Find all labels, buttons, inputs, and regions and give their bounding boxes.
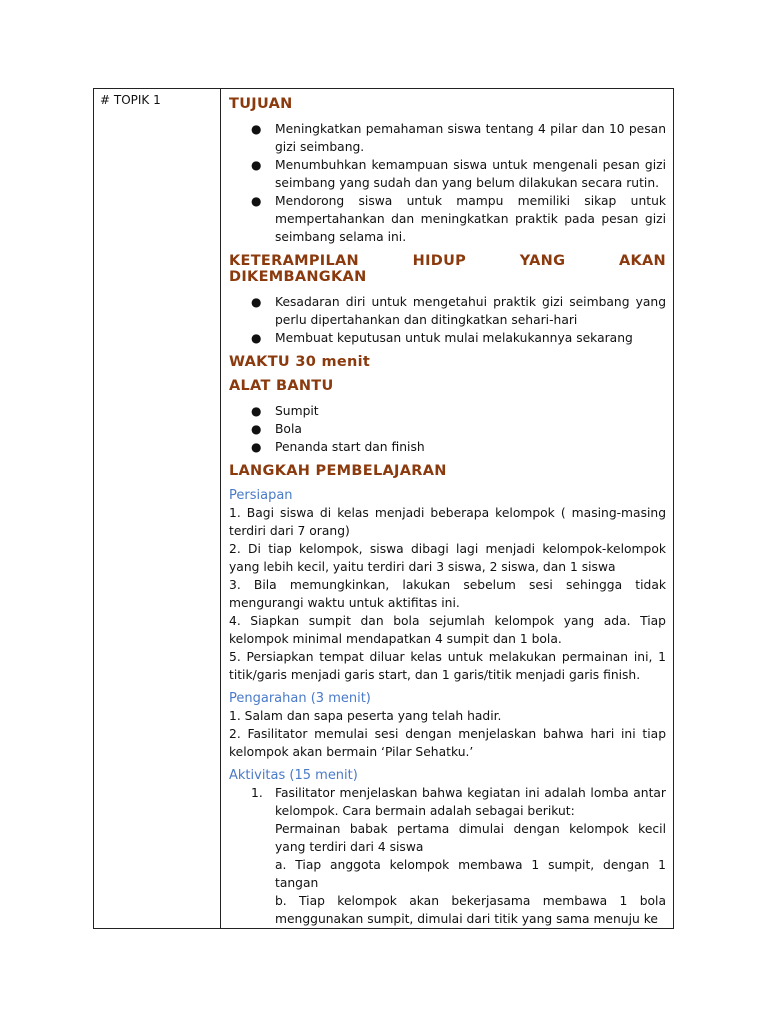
list-item: ● Kesadaran diri untuk mengetahui praktik gizi seimbang yang perlu dipertahankan dan ditingkatkan sehari-hari: [251, 295, 666, 327]
persiapan-step: 1. Bagi siswa di kelas menjadi beberapa kelompok ( masing-masing terdiri dari 7 orang): [229, 506, 666, 538]
bullet-icon: ●: [251, 440, 262, 454]
bullet-icon: ●: [251, 122, 262, 136]
list-item: ● Meningkatkan pemahaman siswa tentang 4 pilar dan 10 pesan gizi seimbang.: [251, 122, 666, 154]
lesson-table: [93, 88, 674, 929]
persiapan-step: 2. Di tiap kelompok, siswa dibagi lagi menjadi kelompok-kelompok yang lebih kecil, yaitu terdiri dari 3 siswa, 2 siswa, dan 1 siswa: [229, 542, 666, 574]
aktivitas-paragraph: a. Tiap anggota kelompok membawa 1 sumpit, dengan 1 tangan: [275, 858, 666, 890]
alat-bantu-list: [229, 402, 666, 456]
langkah-heading: LANGKAH PEMBELAJARAN: [229, 463, 447, 479]
pengarahan-step: 2. Fasilitator memulai sesi dengan menjelaskan bahwa hari ini tiap kelompok akan bermain ‘Pilar Sehatku.’: [229, 727, 666, 759]
aktivitas-heading: Aktivitas (15 menit): [229, 768, 358, 783]
topic-column: [94, 89, 221, 928]
item-number: 1.: [251, 786, 263, 800]
bullet-icon: ●: [251, 158, 262, 172]
list-item: [229, 784, 666, 820]
list-item: ● Menumbuhkan kemampuan siswa untuk mengenali pesan gizi seimbang yang sudah dan yang belum dilakukan secara rutin.: [251, 158, 666, 190]
persiapan-step: 4. Siapkan sumpit dan bola sejumlah kelompok yang ada. Tiap kelompok minimal mendapatkan 4 sumpit dan 1 bola.: [229, 614, 666, 646]
bullet-icon: ●: [251, 331, 262, 345]
persiapan-step: 5. Persiapkan tempat diluar kelas untuk melakukan permainan ini, 1 titik/garis menjadi garis start, dan 1 garis/titik menjadi garis finish.: [229, 650, 666, 682]
keterampilan-heading-line1: KETERAMPILAN HIDUP YANG AKAN: [229, 253, 666, 269]
keterampilan-list: [229, 293, 666, 347]
bullet-icon: ●: [251, 404, 262, 418]
bullet-icon: ●: [251, 295, 262, 309]
tujuan-heading: TUJUAN: [229, 96, 293, 112]
aktivitas-paragraph: b. Tiap kelompok akan bekerjasama membawa 1 bola menggunakan sumpit, dimulai dari titik yang sama menuju ke: [275, 894, 666, 926]
pengarahan-heading: Pengarahan (3 menit): [229, 691, 371, 706]
waktu-heading: WAKTU 30 menit: [229, 354, 371, 370]
aktivitas-list: [229, 784, 666, 820]
pengarahan-step: 1. Salam dan sapa peserta yang telah hadir.: [229, 709, 502, 723]
topic-label: # TOPIK 1: [100, 93, 161, 107]
item-text: Fasilitator menjelaskan bahwa kegiatan ini adalah lomba antar kelompok. Cara bermain adalah sebagai berikut:: [275, 786, 666, 818]
bullet-icon: ●: [251, 194, 262, 208]
content-column: [221, 89, 673, 928]
persiapan-step: 3. Bila memungkinkan, lakukan sebelum sesi sehingga tidak mengurangi waktu untuk aktifitas ini.: [229, 578, 666, 610]
alat-bantu-heading: ALAT BANTU: [229, 378, 334, 394]
bullet-icon: ●: [251, 422, 262, 436]
list-item: ● Membuat keputusan untuk mulai melakukannya sekarang: [251, 331, 633, 345]
keterampilan-heading-line2: DIKEMBANGKAN: [229, 269, 367, 285]
list-item: ● Sumpit: [251, 404, 319, 418]
list-item: ● Penanda start dan finish: [251, 440, 425, 454]
list-item: ● Bola: [251, 422, 302, 436]
aktivitas-paragraph: Permainan babak pertama dimulai dengan kelompok kecil yang terdiri dari 4 siswa: [275, 822, 666, 854]
persiapan-heading: Persiapan: [229, 488, 293, 503]
list-item: ● Mendorong siswa untuk mampu memiliki sikap untuk mempertahankan dan meningkatkan praktik pada pesan gizi seimbang selama ini.: [251, 194, 666, 244]
tujuan-list: [229, 120, 666, 246]
